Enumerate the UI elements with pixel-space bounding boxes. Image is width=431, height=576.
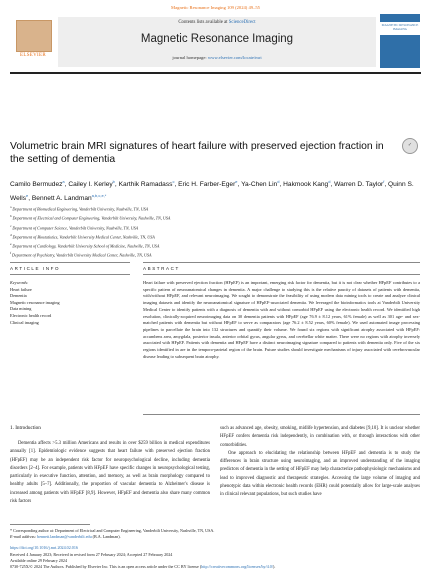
intro-heading: 1. Introduction — [10, 425, 41, 431]
intro-right-paragraph-2: One approach to elucidating the relationship between HFpEF and dementia is to study the differences in brain structure using neuroimaging, and an improved understanding of the imaging predictors of dementia in the setting of HFpEF may help characterize pathophysiologic mechanisms and lead to improved diagnostic and therapeutic strategies. Accessing the large volume of imaging and phenotypic data within electronic health records (EHR) could potentially allow for large-scale analyses in clinical relevant populations, but such studies have — [220, 450, 420, 498]
author-affiliation-marker[interactable]: f — [383, 179, 385, 184]
author-name[interactable]: Quinn S. Wells — [10, 181, 414, 202]
journal-title: Magnetic Resonance Imaging — [140, 33, 294, 45]
corresponding-author-note: * Corresponding author at: Department of Electrical and Computer Engineering, Vanderbilt University, Nashville, TN, USA. — [10, 528, 215, 533]
keyword-item: Electronic health record — [10, 312, 52, 318]
keyword-item: Data mining — [10, 306, 32, 312]
author-name[interactable]: Camilo Bermudez — [10, 181, 63, 189]
author-list: Camilo Bermudez$^a$, Cailey I. Kerley$^b$, Karthik Ramadass$^c$, Eric H. Farber-Eger$^e$, Ya-Chen Lin$^d$, Hakmook Kang$^d$, Warren D. Taylor$^f$, Quinn S. Wells$^e$, Bennett A. Landman$^{a,b,c,e,*}$ — [10, 179, 414, 202]
abstract-text: Heart failure with preserved ejection fraction (HFpEF) is an important, emerging risk factor for dementia, but it is not clear whether HFpEF contributes to a specific pattern of neuroanatomical changes in dementia. A major challenge to studying this is the relative paucity of datasets of patients with dementia, with/without HFpEF, and relevant neuroimaging. We sought to demonstrate the feasibility of using modern data mining tools to create and analyze clinical imaging datasets and identify the neuroanatomical signature of HFpEF-associated dementia. We leveraged the bioinformatics tools at Vanderbilt University Medical Center to identify patients with a diagnosis of dementia with and without comorbid HFpEF using the electronic health record. We identified high resolution, clinically-acquired neuroimaging data on 30 dementia patients with HFpEF (age 76.9 ± 8.12 years, 61% female) as well as 301 age- and sex-matched patients with dementia but without HFpEF to serve as comparators (age 76.2 ± 8.52 years, 60% female). We used automated image processing pipelines to parcellate the brain into 132 structures and quantify their volume. We found six regions with significant atrophy associated with HFpEF: accumbens area, amygdala, posterior insula, anterior orbital gyrus, angular gyrus, and cerebellar white matter. There were no regions with atrophy inversely associated with HFpEF. Patients with dementia and HFpEF have a distinct neuroimaging signature compared to patients with dementia only. Five of the six regions identified in are in the temporo-parietal region of the brain. Future studies should investigate mechanisms of injury associated with cerebrovascular disease leading to subsequent brain atrophy. — [143, 280, 420, 359]
contents-prefix: Contents lists available at — [178, 20, 229, 25]
homepage-prefix: journal homepage: — [172, 55, 208, 60]
intro-right-paragraph-1: such as advanced age, obesity, smoking, midlife hypertension, and diabetes [9,10]. It is unclear whether HFpEF confers dementia risk independently, in combination with, or through interactions with other comorbidities. — [220, 426, 420, 448]
email-label: E-mail address: — [10, 534, 38, 540]
crossmark-icon[interactable]: ✓ — [402, 138, 418, 154]
affiliation-marker: d — [10, 232, 13, 237]
email-suffix: (B.A. Landman). — [91, 534, 121, 540]
paper-title: Volumetric brain MRI signatures of heart failure with preserved ejection fraction in the setting of dementia — [10, 141, 384, 165]
author-name[interactable]: Hakmook Kang — [283, 181, 329, 189]
sciencedirect-link[interactable]: ScienceDirect — [228, 20, 256, 25]
journal-cover-image[interactable] — [380, 14, 420, 68]
affiliation-marker: a — [10, 205, 13, 209]
keywords-block — [10, 280, 130, 326]
abstract-rule — [143, 262, 420, 263]
author-affiliation-marker[interactable]: e — [235, 179, 238, 184]
author-name[interactable]: Cailey I. Kerley — [68, 181, 113, 189]
license-suffix: ). — [272, 564, 276, 570]
affiliation-marker: f — [10, 251, 12, 256]
publisher-logo-text: ELSEVIER — [19, 53, 46, 58]
contents-line — [58, 20, 376, 25]
keyword-item: Dementia — [10, 293, 27, 299]
abstract-heading: ABSTRACT — [143, 266, 180, 271]
tree-icon — [16, 20, 52, 52]
homepage-line — [58, 55, 376, 60]
affiliation-text: Department of Biomedical Engineering, Vanderbilt University, Nashville, TN, USA — [12, 206, 149, 212]
affiliation-text: Department of Biostatistics, Vanderbilt University Medical Center, Nashville, TN, USA — [12, 234, 155, 240]
keywords-label: Keywords: — [10, 280, 29, 285]
affiliation-marker: c — [10, 223, 13, 228]
author-affiliation-marker[interactable]: c — [172, 179, 175, 184]
article-info-heading: ARTICLE INFO — [10, 266, 61, 271]
email-link[interactable]: bennett.landman@vanderbilt.edu — [37, 534, 92, 540]
author-affiliation-marker[interactable]: d — [277, 179, 280, 184]
author-name[interactable]: Eric H. Farber-Eger — [178, 181, 236, 189]
intro-left-paragraph: Dementia affects >5.3 million Americans and results in over $259 billion in medical expenditures annually [1]. Epidemiologic evidence suggests that heart failure with preserved ejection fraction (HFpEF) may be an independent risk factor for neuropsychological decline, including dementia disorders [2–4]. For example, patients with HFpEF have specific changes in neuropsychological testing, particularly in executive function, attention, and memory, as well as brain morphology compared to healthy adults [5–7]. Additionally, the proportion of vascular dementia to Alzheimer's disease is increased among patients with HFpEF [8,9]. However, HFpEF and dementia also share many common risk factors — [10, 441, 210, 505]
doi-link[interactable]: https://doi.org/10.1016/j.mri.2024.02.016 — [10, 545, 78, 551]
affiliation-text: Department of Cardiology, Vanderbilt University School of Medicine, Nashville, TN, USA — [12, 243, 160, 249]
header-rule — [10, 72, 421, 74]
journal-banner — [58, 17, 376, 67]
affiliation-item — [10, 204, 420, 213]
affiliation-item — [10, 241, 420, 250]
author-name[interactable]: Warren D. Taylor — [334, 181, 384, 189]
article-info-rule — [10, 262, 130, 263]
available-online: Available online 29 February 2024 — [10, 557, 67, 563]
author-affiliation-marker[interactable]: a — [62, 179, 65, 184]
journal-reference[interactable]: Magnetic Resonance Imaging 109 (2024) 49–55 — [171, 5, 260, 10]
author-affiliation-marker[interactable]: d — [328, 179, 331, 184]
author-name[interactable]: Ya-Chen Lin — [241, 181, 278, 189]
keyword-item: Clinical imaging — [10, 319, 39, 325]
affiliation-marker: e — [10, 242, 13, 247]
footnotes — [10, 528, 421, 570]
abstract-rule-lower — [143, 274, 420, 275]
journal-homepage-link[interactable]: www.elsevier.com/locate/mri — [207, 55, 262, 60]
affiliation-text: Department of Psychiatry, Vanderbilt University Medical Center, Nashville, TN, USA — [11, 252, 152, 258]
received-dates: Received 4 January 2023; Received in revised form 27 February 2024; Accepted 27 February 2024 — [10, 551, 173, 557]
keyword-item: Heart failure — [10, 286, 32, 292]
intro-right-column — [220, 425, 420, 500]
author-name[interactable]: Bennett A. Landman — [31, 194, 92, 202]
license-prefix: 0730-725X/© 2024 The Authors. Published by Elsevier Inc. This is an open access article under the CC BY license ( — [10, 564, 202, 570]
cover-title: MAGNETIC RESONANCE IMAGING — [381, 23, 419, 31]
author-affiliation-marker[interactable]: b — [112, 179, 115, 184]
footnote-rule — [10, 524, 90, 525]
affiliation-list — [10, 204, 420, 260]
affiliation-item — [10, 232, 420, 241]
affiliation-item — [10, 250, 420, 259]
abstract-end-rule — [143, 414, 420, 415]
affiliation-item — [10, 213, 420, 222]
author-affiliation-marker[interactable]: a,b,c,e,* — [91, 192, 107, 198]
article-info-rule-lower — [10, 274, 130, 275]
license-line — [10, 564, 421, 570]
affiliation-marker: b — [10, 214, 13, 219]
author-affiliation-marker[interactable]: e — [26, 192, 29, 198]
affiliation-text: Department of Computer Science, Vanderbilt University, Nashville, TN, USA — [12, 224, 139, 230]
license-link[interactable]: http://creativecommons.org/licenses/by/4.0/ — [201, 564, 273, 570]
keyword-list — [10, 287, 130, 327]
affiliation-item — [10, 223, 420, 232]
keyword-item: Magnetic resonance imaging — [10, 299, 60, 305]
author-name[interactable]: Karthik Ramadass — [118, 181, 173, 189]
affiliation-text: Department of Electrical and Computer Engineering, Vanderbilt University, Nashville, TN, USA — [12, 215, 171, 221]
elsevier-logo[interactable] — [10, 18, 56, 64]
